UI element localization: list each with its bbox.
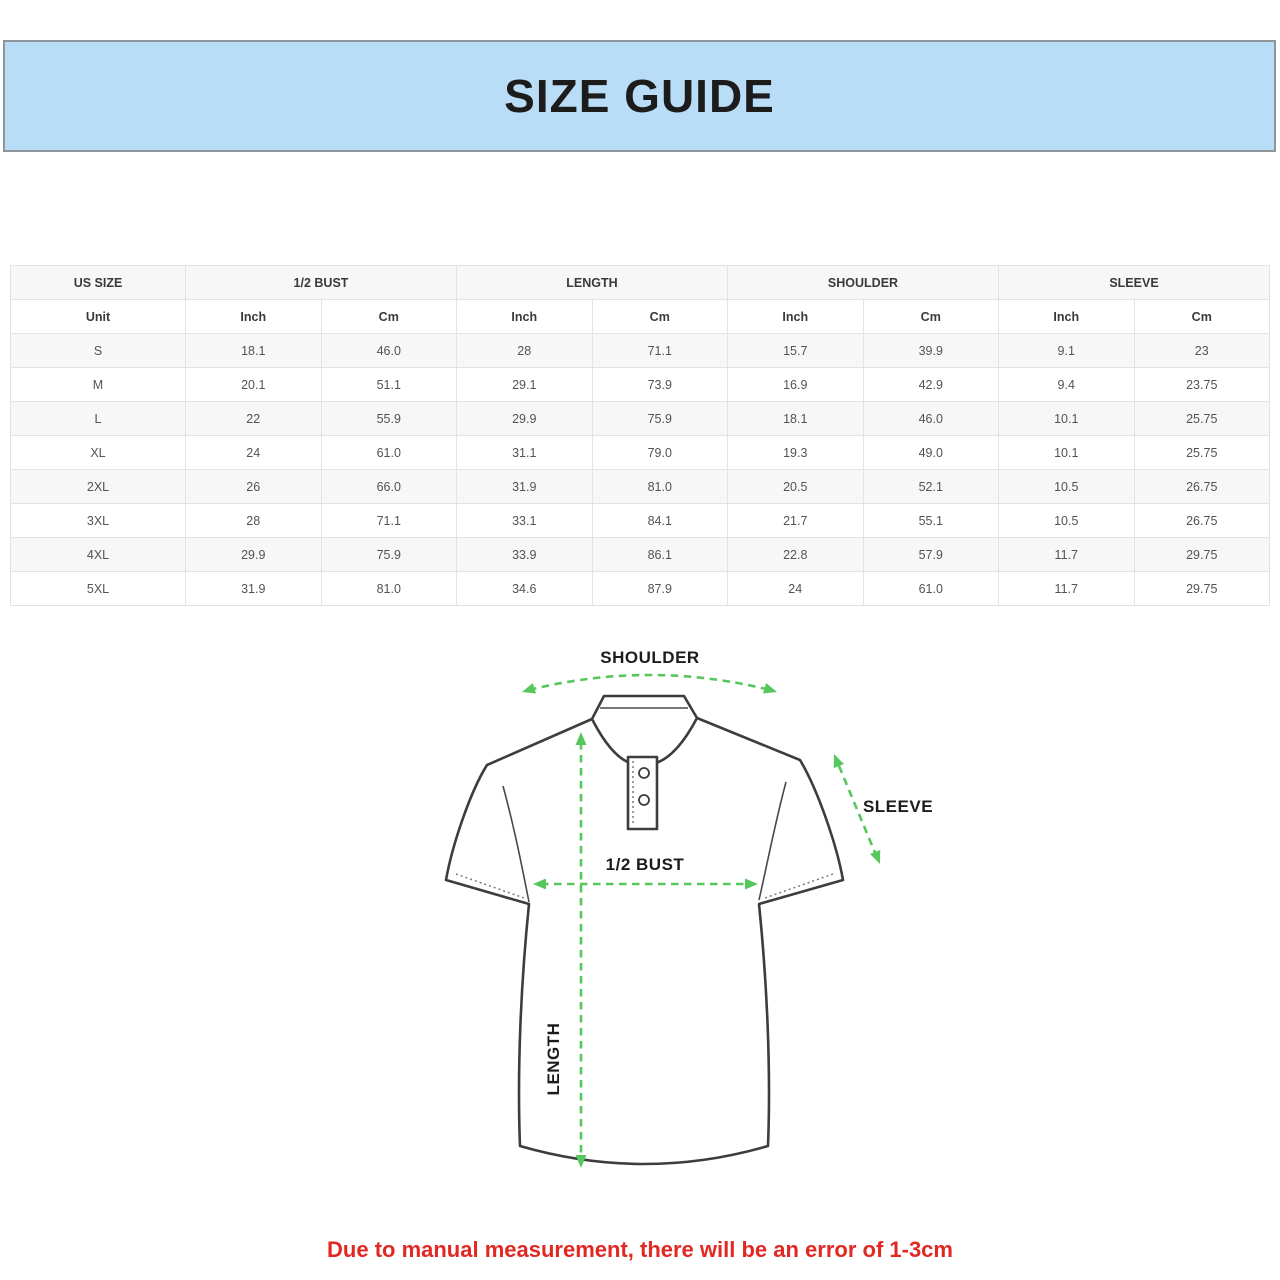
measurement-cell: 25.75 <box>1134 402 1270 436</box>
shoulder-label: SHOULDER <box>600 648 700 667</box>
measurement-cell: 66.0 <box>321 470 457 504</box>
measurement-cell: 34.6 <box>457 572 593 606</box>
button-top <box>639 768 649 778</box>
measurement-cell: 26.75 <box>1134 470 1270 504</box>
measurement-cell: 81.0 <box>321 572 457 606</box>
measurement-cell: 23.75 <box>1134 368 1270 402</box>
table-row <box>11 504 1270 538</box>
measurement-cell: 29.9 <box>457 402 593 436</box>
measurement-cell: 23 <box>1134 334 1270 368</box>
unit-header: Inch <box>186 300 322 334</box>
unit-header: Cm <box>592 300 728 334</box>
size-label-cell: 3XL <box>11 504 186 538</box>
size-label-cell: L <box>11 402 186 436</box>
bust-label: 1/2 BUST <box>605 855 685 874</box>
measurement-cell: 51.1 <box>321 368 457 402</box>
measurement-cell: 11.7 <box>999 572 1135 606</box>
measurement-cell: 79.0 <box>592 436 728 470</box>
column-group-header: SLEEVE <box>999 266 1270 300</box>
measurement-cell: 31.9 <box>457 470 593 504</box>
size-label-cell: S <box>11 334 186 368</box>
unit-header: Cm <box>321 300 457 334</box>
measurement-cell: 31.9 <box>186 572 322 606</box>
measurement-cell: 28 <box>186 504 322 538</box>
measurement-cell: 39.9 <box>863 334 999 368</box>
column-group-header: SHOULDER <box>728 266 999 300</box>
measurement-cell: 29.75 <box>1134 572 1270 606</box>
measurement-cell: 52.1 <box>863 470 999 504</box>
table-row <box>11 368 1270 402</box>
table-row <box>11 470 1270 504</box>
unit-header: Unit <box>11 300 186 334</box>
size-label-cell: XL <box>11 436 186 470</box>
size-label-cell: 5XL <box>11 572 186 606</box>
unit-header: Cm <box>863 300 999 334</box>
measurement-cell: 9.1 <box>999 334 1135 368</box>
column-group-header: US SIZE <box>11 266 186 300</box>
shoulder-measure-arrow <box>520 675 778 697</box>
measurement-cell: 29.9 <box>186 538 322 572</box>
table-row <box>11 436 1270 470</box>
size-guide-banner <box>3 40 1276 152</box>
measurement-cell: 10.1 <box>999 436 1135 470</box>
size-table-body <box>11 266 1270 606</box>
table-row <box>11 572 1270 606</box>
page-title: SIZE GUIDE <box>504 70 775 122</box>
measurement-cell: 21.7 <box>728 504 864 538</box>
measurement-cell: 49.0 <box>863 436 999 470</box>
measurement-cell: 19.3 <box>728 436 864 470</box>
measurement-cell: 10.1 <box>999 402 1135 436</box>
measurement-cell: 18.1 <box>728 402 864 436</box>
measurement-cell: 10.5 <box>999 470 1135 504</box>
size-label-cell: M <box>11 368 186 402</box>
measurement-cell: 26.75 <box>1134 504 1270 538</box>
table-row <box>11 334 1270 368</box>
measurement-cell: 87.9 <box>592 572 728 606</box>
size-label-cell: 4XL <box>11 538 186 572</box>
measurement-cell: 24 <box>186 436 322 470</box>
measurement-cell: 75.9 <box>321 538 457 572</box>
column-group-header: LENGTH <box>457 266 728 300</box>
column-group-header: 1/2 BUST <box>186 266 457 300</box>
measurement-cell: 75.9 <box>592 402 728 436</box>
button-bottom <box>639 795 649 805</box>
measurement-cell: 61.0 <box>321 436 457 470</box>
measurement-cell: 22.8 <box>728 538 864 572</box>
measurement-cell: 9.4 <box>999 368 1135 402</box>
measurement-cell: 22 <box>186 402 322 436</box>
measurement-cell: 25.75 <box>1134 436 1270 470</box>
measurement-disclaimer: Due to manual measurement, there will be an error of 1-3cm <box>327 1237 953 1262</box>
size-label-cell: 2XL <box>11 470 186 504</box>
length-label: LENGTH <box>544 1022 563 1096</box>
polo-shirt-diagram <box>400 630 960 1190</box>
measurement-cell: 42.9 <box>863 368 999 402</box>
measurement-cell: 61.0 <box>863 572 999 606</box>
measurement-cell: 16.9 <box>728 368 864 402</box>
shirt-outline <box>446 696 843 1164</box>
measurement-cell: 20.1 <box>186 368 322 402</box>
measurement-cell: 24 <box>728 572 864 606</box>
measurement-cell: 55.9 <box>321 402 457 436</box>
measurement-cell: 46.0 <box>863 402 999 436</box>
measurement-cell: 15.7 <box>728 334 864 368</box>
measurement-cell: 84.1 <box>592 504 728 538</box>
measurement-cell: 86.1 <box>592 538 728 572</box>
measurement-cell: 55.1 <box>863 504 999 538</box>
measurement-cell: 28 <box>457 334 593 368</box>
measurement-cell: 71.1 <box>321 504 457 538</box>
measurement-cell: 26 <box>186 470 322 504</box>
measurement-cell: 33.1 <box>457 504 593 538</box>
table-row <box>11 538 1270 572</box>
unit-header: Inch <box>457 300 593 334</box>
measurement-cell: 33.9 <box>457 538 593 572</box>
measurement-cell: 29.1 <box>457 368 593 402</box>
measurement-cell: 10.5 <box>999 504 1135 538</box>
measurement-cell: 11.7 <box>999 538 1135 572</box>
unit-header: Cm <box>1134 300 1270 334</box>
table-group-header-row <box>11 266 1270 300</box>
measurement-cell: 18.1 <box>186 334 322 368</box>
measurement-cell: 71.1 <box>592 334 728 368</box>
measurement-cell: 29.75 <box>1134 538 1270 572</box>
size-chart-table <box>10 265 1270 606</box>
measurement-cell: 81.0 <box>592 470 728 504</box>
unit-header: Inch <box>728 300 864 334</box>
measurement-cell: 46.0 <box>321 334 457 368</box>
measurement-cell: 20.5 <box>728 470 864 504</box>
table-unit-row <box>11 300 1270 334</box>
measurement-cell: 31.1 <box>457 436 593 470</box>
measurement-cell: 57.9 <box>863 538 999 572</box>
sleeve-label: SLEEVE <box>862 797 934 816</box>
measurement-cell: 73.9 <box>592 368 728 402</box>
table-row <box>11 402 1270 436</box>
unit-header: Inch <box>999 300 1135 334</box>
